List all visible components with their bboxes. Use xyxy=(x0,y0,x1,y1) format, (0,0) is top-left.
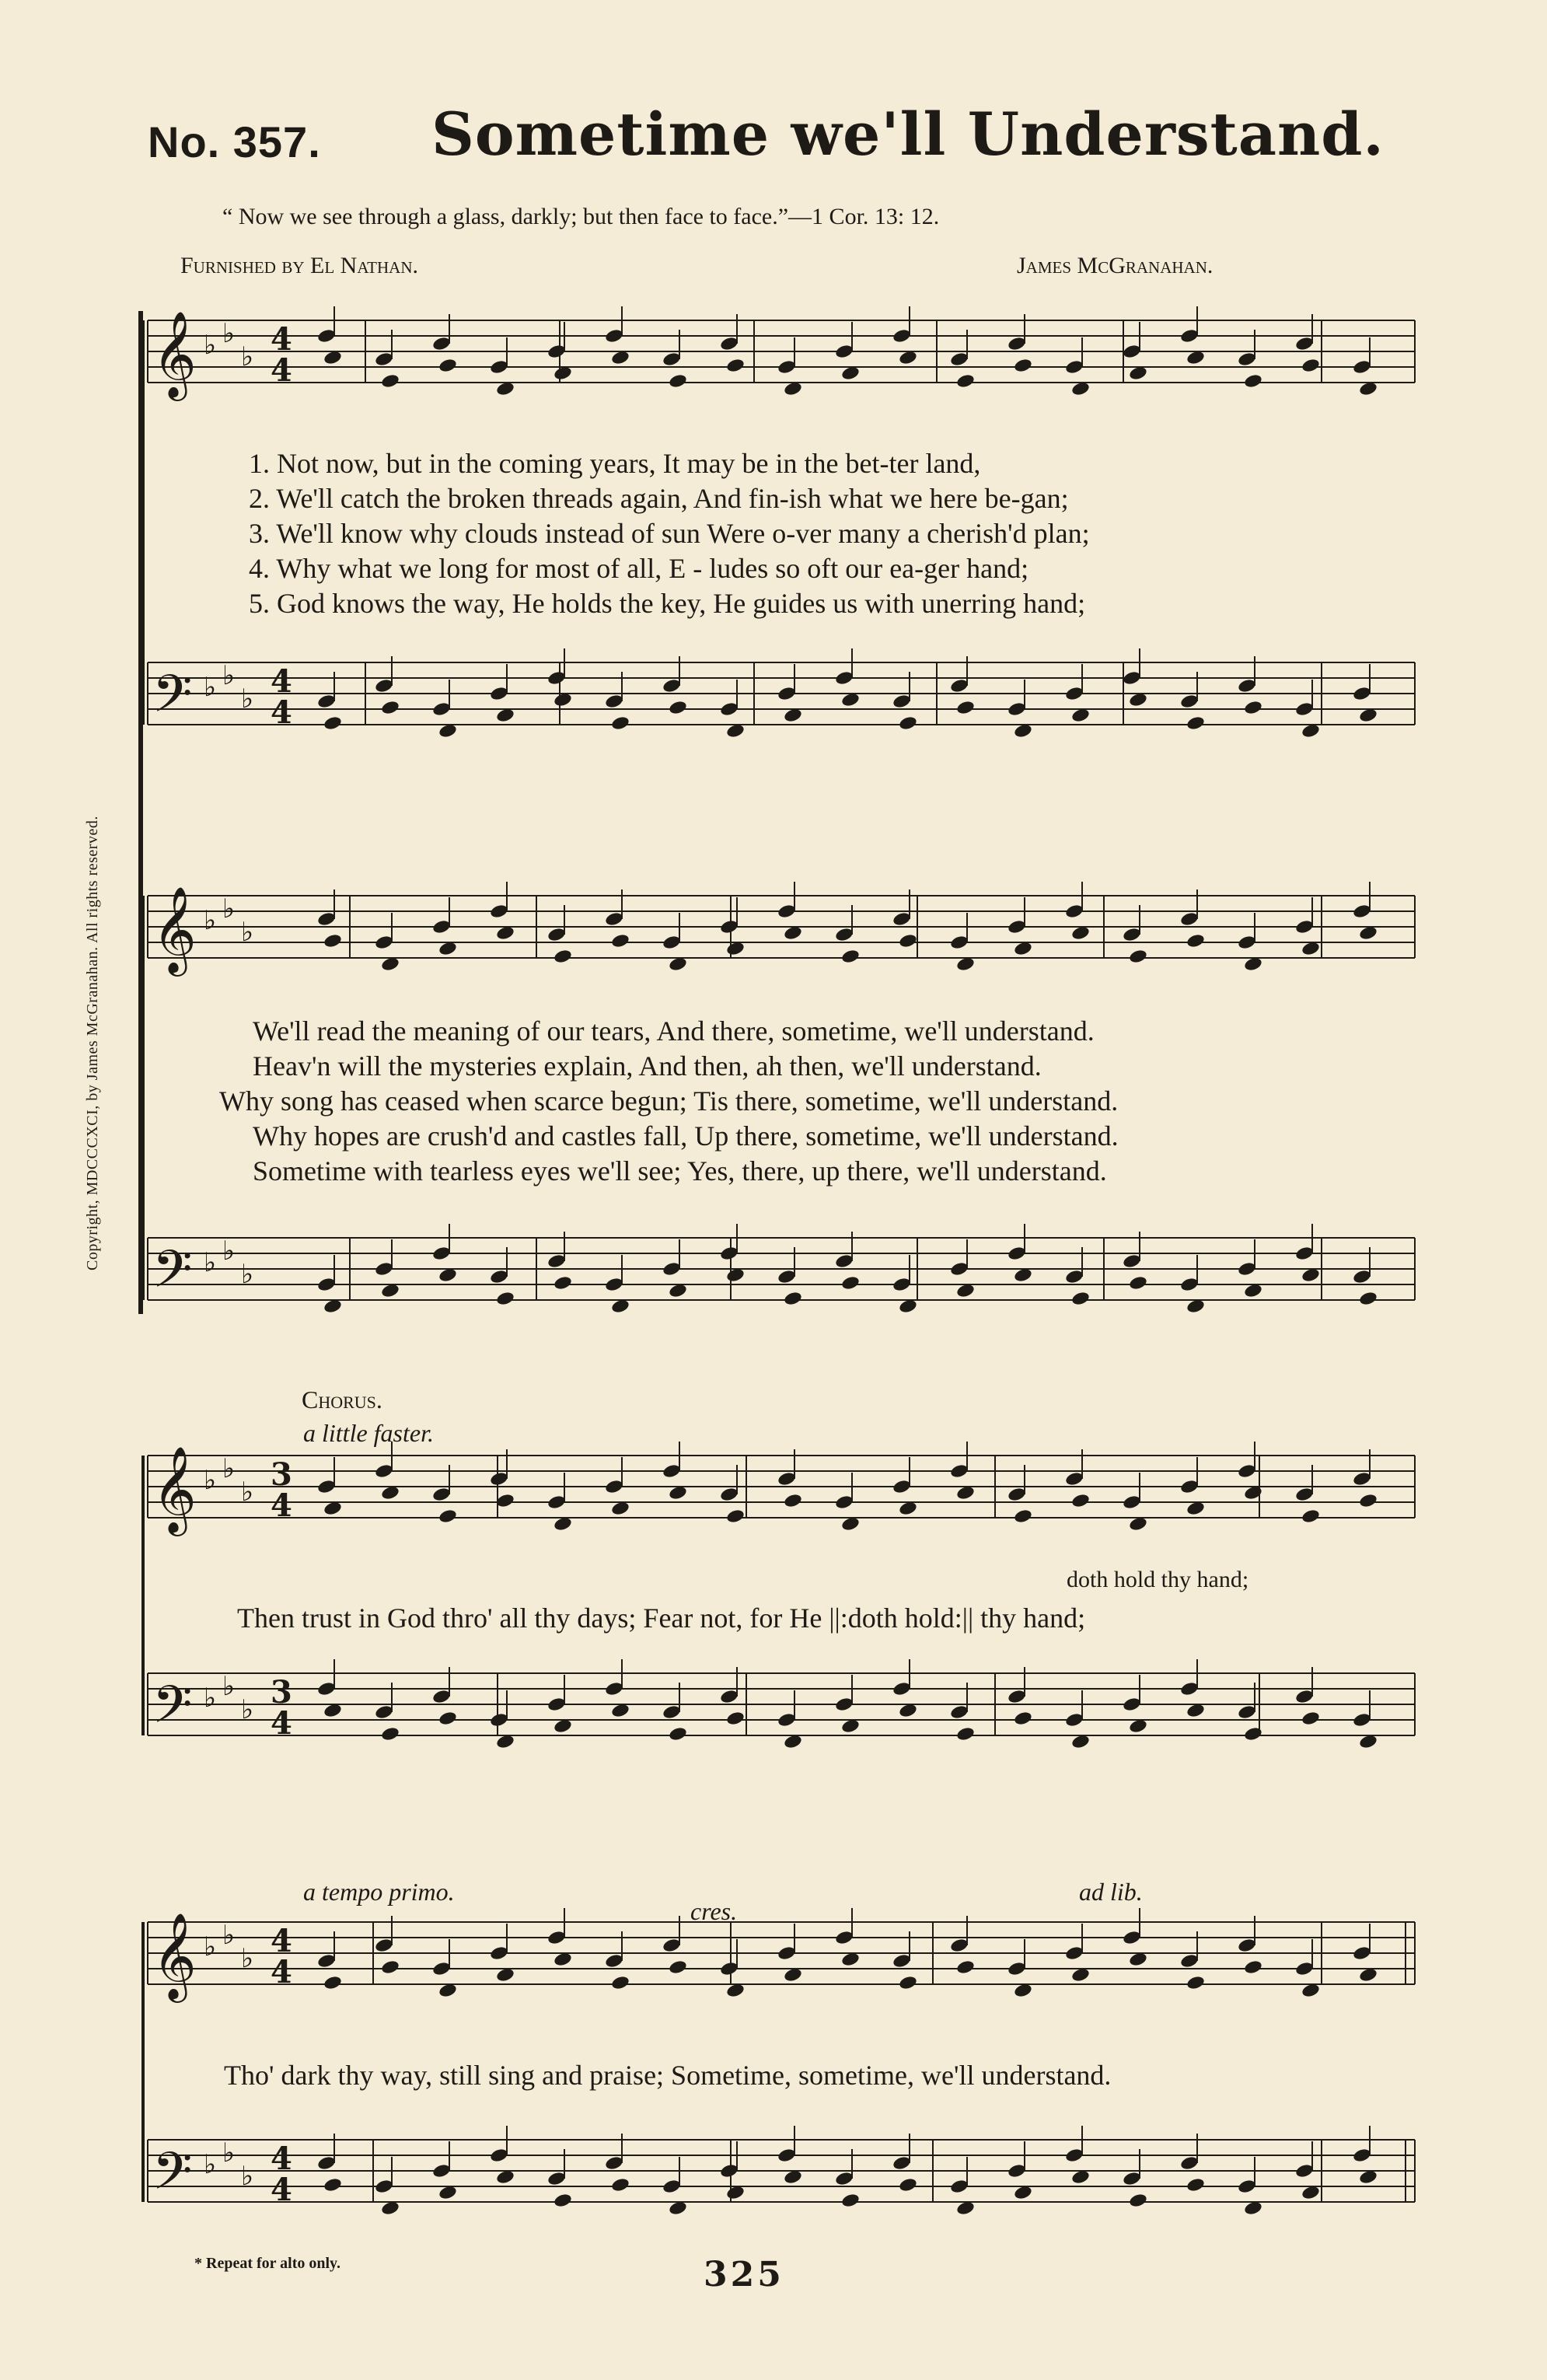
notehead xyxy=(316,328,336,344)
notehead xyxy=(547,1253,566,1270)
ad-lib-marking: ad lib. xyxy=(1079,1878,1143,1906)
notehead xyxy=(1128,949,1147,965)
chorus-label: Chorus. xyxy=(302,1386,382,1414)
notehead xyxy=(1122,1697,1141,1713)
svg-text:♭: ♭ xyxy=(241,1477,254,1508)
notehead xyxy=(316,1479,336,1495)
notehead xyxy=(834,927,854,943)
notehead xyxy=(380,373,400,390)
notehead xyxy=(374,1261,393,1277)
notehead xyxy=(1301,1711,1320,1727)
svg-text:♭: ♭ xyxy=(204,1931,217,1962)
notehead xyxy=(610,1975,630,1991)
notehead xyxy=(719,1246,739,1262)
staff-system-2-bass xyxy=(148,1238,1415,1300)
notehead xyxy=(374,1938,393,1954)
notehead xyxy=(834,344,854,360)
notehead xyxy=(1007,336,1026,352)
notehead xyxy=(323,2177,342,2193)
notehead xyxy=(374,351,393,368)
notehead xyxy=(1352,2148,1371,2164)
furnished-by: Furnished by El Nathan. xyxy=(180,253,419,278)
tempo-primo-direction: a tempo primo. xyxy=(303,1878,455,1906)
notehead xyxy=(955,373,975,390)
notehead xyxy=(610,715,630,732)
notehead xyxy=(725,1508,745,1525)
svg-text:♭: ♭ xyxy=(241,2161,254,2192)
notehead xyxy=(777,1269,796,1285)
notehead xyxy=(1186,2177,1205,2193)
notehead xyxy=(1237,351,1256,368)
notehead xyxy=(719,1961,739,1977)
svg-text:4: 4 xyxy=(271,2141,292,2177)
notehead xyxy=(431,701,451,718)
notehead xyxy=(892,1277,911,1293)
notehead xyxy=(1013,1711,1032,1727)
notehead xyxy=(840,949,860,965)
notehead xyxy=(553,1275,572,1291)
copyright-notice: Copyright, MDCCCXCI, by James McGranahan. All rights reserved. xyxy=(84,816,101,1270)
notehead xyxy=(489,2148,508,2164)
notehead xyxy=(1243,373,1262,390)
notehead xyxy=(1179,1953,1199,1969)
alto-echo-text: doth hold thy hand; xyxy=(1067,1567,1249,1592)
svg-text:♭: ♭ xyxy=(204,672,217,703)
notehead xyxy=(1122,1253,1141,1270)
notehead xyxy=(719,2163,739,2179)
notehead xyxy=(898,1975,917,1991)
notehead xyxy=(438,1711,457,1727)
svg-text:𝄞: 𝄞 xyxy=(152,1445,197,1532)
notehead xyxy=(1294,1689,1314,1705)
notehead xyxy=(431,1689,451,1705)
notehead xyxy=(1122,1494,1141,1511)
notehead xyxy=(1294,2163,1314,2179)
verse-3-line-b: Why song has ceased when scarce begun; Tis there, sometime, we'll understand. xyxy=(219,1085,1119,1117)
notehead xyxy=(547,1697,566,1713)
svg-text:𝄢: 𝄢 xyxy=(152,1675,193,1747)
notehead xyxy=(668,1959,687,1976)
notehead xyxy=(834,670,854,687)
notehead xyxy=(898,715,917,732)
notehead xyxy=(489,1269,508,1285)
notehead xyxy=(1064,1712,1084,1728)
notehead xyxy=(553,949,572,965)
notehead xyxy=(949,2179,969,2195)
notehead xyxy=(374,1704,393,1721)
notehead xyxy=(1013,1508,1032,1525)
notehead xyxy=(1301,1508,1320,1525)
svg-text:𝄞: 𝄞 xyxy=(152,1912,197,1999)
notehead xyxy=(604,1479,623,1495)
notehead xyxy=(1186,933,1205,949)
notehead xyxy=(610,933,630,949)
svg-text:♭: ♭ xyxy=(222,893,236,924)
svg-text:3: 3 xyxy=(271,1674,292,1711)
notehead xyxy=(662,1704,681,1721)
notehead xyxy=(547,670,566,687)
notehead xyxy=(489,359,508,376)
notehead xyxy=(604,1277,623,1293)
epigraph: “ Now we see through a glass, darkly; but then face to face.”—1 Cor. 13: 12. xyxy=(222,204,940,229)
notehead xyxy=(1179,2155,1199,2172)
notehead xyxy=(1294,1246,1314,1262)
notehead xyxy=(668,700,687,716)
notehead xyxy=(438,1508,457,1525)
notehead xyxy=(495,1291,515,1307)
notehead xyxy=(783,1493,802,1509)
svg-text:♭: ♭ xyxy=(204,2149,217,2180)
notehead xyxy=(374,2179,393,2195)
notehead xyxy=(719,1487,739,1503)
svg-text:♭: ♭ xyxy=(222,660,236,691)
notehead xyxy=(1237,678,1256,694)
notehead xyxy=(834,2171,854,2187)
hymn-title: Sometime we'll Understand. xyxy=(431,100,1385,169)
verse-4-line-a: 4. Why what we long for most of all, E - ludes so oft our ea-ger hand; xyxy=(249,553,1029,584)
notehead xyxy=(1179,1681,1199,1697)
notehead xyxy=(892,911,911,928)
svg-text:𝄢: 𝄢 xyxy=(152,2141,193,2214)
notehead xyxy=(892,1681,911,1697)
svg-text:♭: ♭ xyxy=(204,1465,217,1496)
notehead xyxy=(892,694,911,710)
notehead xyxy=(489,1712,508,1728)
notehead xyxy=(380,700,400,716)
notehead xyxy=(1358,1291,1378,1307)
verse-1-line-b: We'll read the meaning of our tears, And there, sometime, we'll understand. xyxy=(253,1015,1095,1047)
notehead xyxy=(1064,1269,1084,1285)
notehead xyxy=(668,373,687,390)
verse-3-line-a: 3. We'll know why clouds instead of sun Were o-ver many a cherish'd plan; xyxy=(249,518,1090,549)
notehead xyxy=(1186,715,1205,732)
notehead xyxy=(1294,1961,1314,1977)
notehead xyxy=(495,1493,515,1509)
notehead xyxy=(1122,927,1141,943)
notehead xyxy=(323,933,342,949)
notehead xyxy=(1237,2179,1256,2195)
notehead xyxy=(380,1726,400,1742)
notehead xyxy=(1007,919,1026,935)
notehead xyxy=(1294,701,1314,718)
notehead xyxy=(777,2148,796,2164)
svg-text:𝄞: 𝄞 xyxy=(152,886,197,973)
notehead xyxy=(1179,1479,1199,1495)
notehead xyxy=(1237,1261,1256,1277)
svg-text:4: 4 xyxy=(271,2172,292,2208)
notehead xyxy=(840,2193,860,2209)
notehead xyxy=(604,1681,623,1697)
notehead xyxy=(1237,1938,1256,1954)
notehead xyxy=(374,678,393,694)
notehead xyxy=(777,1945,796,1962)
svg-text:♭: ♭ xyxy=(204,905,217,936)
notehead xyxy=(662,351,681,368)
notehead xyxy=(719,701,739,718)
notehead xyxy=(431,2163,451,2179)
chorus-line-1: Then trust in God thro' all thy days; Fear not, for He ||:doth hold:|| thy hand; xyxy=(237,1602,1086,1634)
svg-text:𝄢: 𝄢 xyxy=(152,664,193,736)
notehead xyxy=(719,336,739,352)
notehead xyxy=(949,935,969,951)
svg-text:♭: ♭ xyxy=(204,1683,217,1714)
notehead xyxy=(374,1463,393,1480)
svg-text:4: 4 xyxy=(271,694,292,731)
notehead xyxy=(892,2155,911,2172)
staff-system-4-bass xyxy=(148,2140,1415,2202)
notehead xyxy=(610,2177,630,2193)
svg-text:♭: ♭ xyxy=(241,683,254,715)
notehead xyxy=(1352,1269,1371,1285)
notehead xyxy=(834,1697,854,1713)
notehead xyxy=(1013,358,1032,374)
notehead xyxy=(547,1494,566,1511)
notehead xyxy=(1179,911,1199,928)
notehead xyxy=(949,351,969,368)
notehead xyxy=(949,1704,969,1721)
notehead xyxy=(955,1726,975,1742)
verse-5-line-a: 5. God knows the way, He holds the key, He guides us with unerring hand; xyxy=(249,588,1086,619)
notehead xyxy=(547,344,566,360)
notehead xyxy=(783,1291,802,1307)
svg-text:4: 4 xyxy=(271,352,292,389)
notehead xyxy=(777,359,796,376)
notehead xyxy=(1301,358,1320,374)
notehead xyxy=(316,1681,336,1697)
notehead xyxy=(955,1959,975,1976)
notehead xyxy=(380,1959,400,1976)
verse-2-line-a: 2. We'll catch the broken threads again, And fin-ish what we here be-gan; xyxy=(249,483,1069,514)
notehead xyxy=(1122,670,1141,687)
notehead xyxy=(834,1494,854,1511)
svg-text:♭: ♭ xyxy=(241,917,254,948)
verse-2-line-b: Heav'n will the mysteries explain, And then, ah then, we'll understand. xyxy=(253,1050,1042,1082)
notehead xyxy=(1007,1961,1026,1977)
notehead xyxy=(1064,903,1084,920)
notehead xyxy=(431,1961,451,1977)
notehead xyxy=(668,1726,687,1742)
composer: James McGranahan. xyxy=(1017,253,1214,278)
notehead xyxy=(719,919,739,935)
staff-system-1-treble xyxy=(148,320,1415,383)
notehead xyxy=(316,911,336,928)
tempo-direction: a little faster. xyxy=(303,1419,434,1447)
svg-text:♭: ♭ xyxy=(241,1694,254,1725)
notehead xyxy=(1352,686,1371,702)
notehead xyxy=(1070,1291,1090,1307)
notehead xyxy=(431,1246,451,1262)
notehead xyxy=(1352,1471,1371,1487)
notehead xyxy=(1237,1704,1256,1721)
notehead xyxy=(1358,1493,1378,1509)
notehead xyxy=(604,694,623,710)
notehead xyxy=(662,1261,681,1277)
notehead xyxy=(892,1953,911,1969)
notehead xyxy=(1007,1487,1026,1503)
notehead xyxy=(1352,903,1371,920)
staff-system-3-bass xyxy=(148,1673,1415,1735)
svg-text:♭: ♭ xyxy=(241,1943,254,1974)
notehead xyxy=(662,2179,681,2195)
verse-5-line-b: Sometime with tearless eyes we'll see; Yes, there, up there, we'll understand. xyxy=(253,1155,1107,1187)
notehead xyxy=(949,1463,969,1480)
notehead xyxy=(489,686,508,702)
notehead xyxy=(547,2171,566,2187)
notehead xyxy=(892,328,911,344)
notehead xyxy=(1064,2148,1084,2164)
notehead xyxy=(604,2155,623,2172)
notehead xyxy=(1243,1959,1262,1976)
notehead xyxy=(662,935,681,951)
notehead xyxy=(1122,2171,1141,2187)
notehead xyxy=(834,1253,854,1270)
notehead xyxy=(725,1711,745,1727)
verse-4-line-b: Why hopes are crush'd and castles fall, Up there, sometime, we'll understand. xyxy=(253,1120,1119,1152)
notehead xyxy=(777,1712,796,1728)
svg-text:♭: ♭ xyxy=(222,318,236,349)
notehead xyxy=(949,678,969,694)
notehead xyxy=(323,715,342,732)
notehead xyxy=(489,1945,508,1962)
svg-text:♭: ♭ xyxy=(222,1453,236,1484)
verse-1-line-a: 1. Not now, but in the coming years, It may be in the bet-ter land, xyxy=(249,448,981,479)
notehead xyxy=(1294,1487,1314,1503)
notehead xyxy=(604,328,623,344)
notehead xyxy=(725,358,745,374)
notehead xyxy=(1352,1712,1371,1728)
notehead xyxy=(1064,686,1084,702)
notehead xyxy=(1070,1493,1090,1509)
staff-system-2-treble xyxy=(148,896,1415,958)
notehead xyxy=(1294,919,1314,935)
svg-text:♭: ♭ xyxy=(241,1259,254,1290)
notehead xyxy=(777,1471,796,1487)
notehead xyxy=(489,903,508,920)
notehead xyxy=(834,1930,854,1946)
notehead xyxy=(898,2177,917,2193)
notehead xyxy=(316,1277,336,1293)
notehead xyxy=(316,1953,336,1969)
svg-text:♭: ♭ xyxy=(241,341,254,372)
notehead xyxy=(1064,1945,1084,1962)
notehead xyxy=(955,700,975,716)
notehead xyxy=(323,1975,342,1991)
notehead xyxy=(1064,1471,1084,1487)
notehead xyxy=(316,694,336,710)
notehead xyxy=(374,935,393,951)
chorus-line-2: Tho' dark thy way, still sing and praise; Sometime, sometime, we'll understand. xyxy=(224,2060,1112,2091)
notehead xyxy=(1237,935,1256,951)
notehead xyxy=(1007,1246,1026,1262)
notehead xyxy=(604,1953,623,1969)
notehead xyxy=(604,911,623,928)
notehead xyxy=(662,1463,681,1480)
svg-text:4: 4 xyxy=(271,1923,292,1959)
notehead xyxy=(1122,344,1141,360)
notehead xyxy=(892,1479,911,1495)
notehead xyxy=(431,336,451,352)
notehead xyxy=(1179,1277,1199,1293)
notehead xyxy=(840,1275,860,1291)
notehead xyxy=(547,1930,566,1946)
svg-text:♭: ♭ xyxy=(222,1235,236,1267)
svg-text:♭: ♭ xyxy=(222,1920,236,1951)
notehead xyxy=(431,1487,451,1503)
crescendo-marking: cres. xyxy=(690,1897,738,1925)
notehead xyxy=(1007,1689,1026,1705)
notehead xyxy=(1179,328,1199,344)
notehead xyxy=(1186,1975,1205,1991)
notehead xyxy=(1237,1463,1256,1480)
notehead xyxy=(949,1938,969,1954)
svg-text:4: 4 xyxy=(271,1487,292,1524)
notehead xyxy=(1064,359,1084,376)
notehead xyxy=(662,1938,681,1954)
notehead xyxy=(547,927,566,943)
notehead xyxy=(662,678,681,694)
notehead xyxy=(777,686,796,702)
notehead xyxy=(316,2155,336,2172)
notehead xyxy=(431,919,451,935)
notehead xyxy=(1352,359,1371,376)
svg-text:4: 4 xyxy=(271,1954,292,1990)
notehead xyxy=(1128,1275,1147,1291)
notehead xyxy=(1352,1945,1371,1962)
svg-text:4: 4 xyxy=(271,663,292,700)
svg-text:𝄢: 𝄢 xyxy=(152,1239,193,1312)
svg-text:4: 4 xyxy=(271,1705,292,1742)
notehead xyxy=(1122,1930,1141,1946)
svg-text:𝄞: 𝄞 xyxy=(152,310,197,397)
hymn-number: No. 357. xyxy=(148,117,321,166)
notehead xyxy=(777,903,796,920)
footnote: * Repeat for alto only. xyxy=(194,2255,340,2272)
notehead xyxy=(489,1471,508,1487)
notehead xyxy=(949,1261,969,1277)
notehead xyxy=(898,933,917,949)
notehead xyxy=(553,2193,572,2209)
notehead xyxy=(1179,694,1199,710)
svg-text:♭: ♭ xyxy=(204,1247,217,1278)
notehead xyxy=(1294,336,1314,352)
page-number: 325 xyxy=(704,2255,784,2294)
svg-text:♭: ♭ xyxy=(222,1671,236,1702)
notehead xyxy=(438,358,457,374)
notehead xyxy=(719,1689,739,1705)
svg-text:3: 3 xyxy=(271,1456,292,1493)
notehead xyxy=(1007,701,1026,718)
notehead xyxy=(1007,2163,1026,2179)
svg-text:♭: ♭ xyxy=(222,2137,236,2169)
notehead xyxy=(1243,700,1262,716)
svg-text:4: 4 xyxy=(271,321,292,358)
notehead xyxy=(1128,2193,1147,2209)
svg-text:♭: ♭ xyxy=(204,330,217,361)
